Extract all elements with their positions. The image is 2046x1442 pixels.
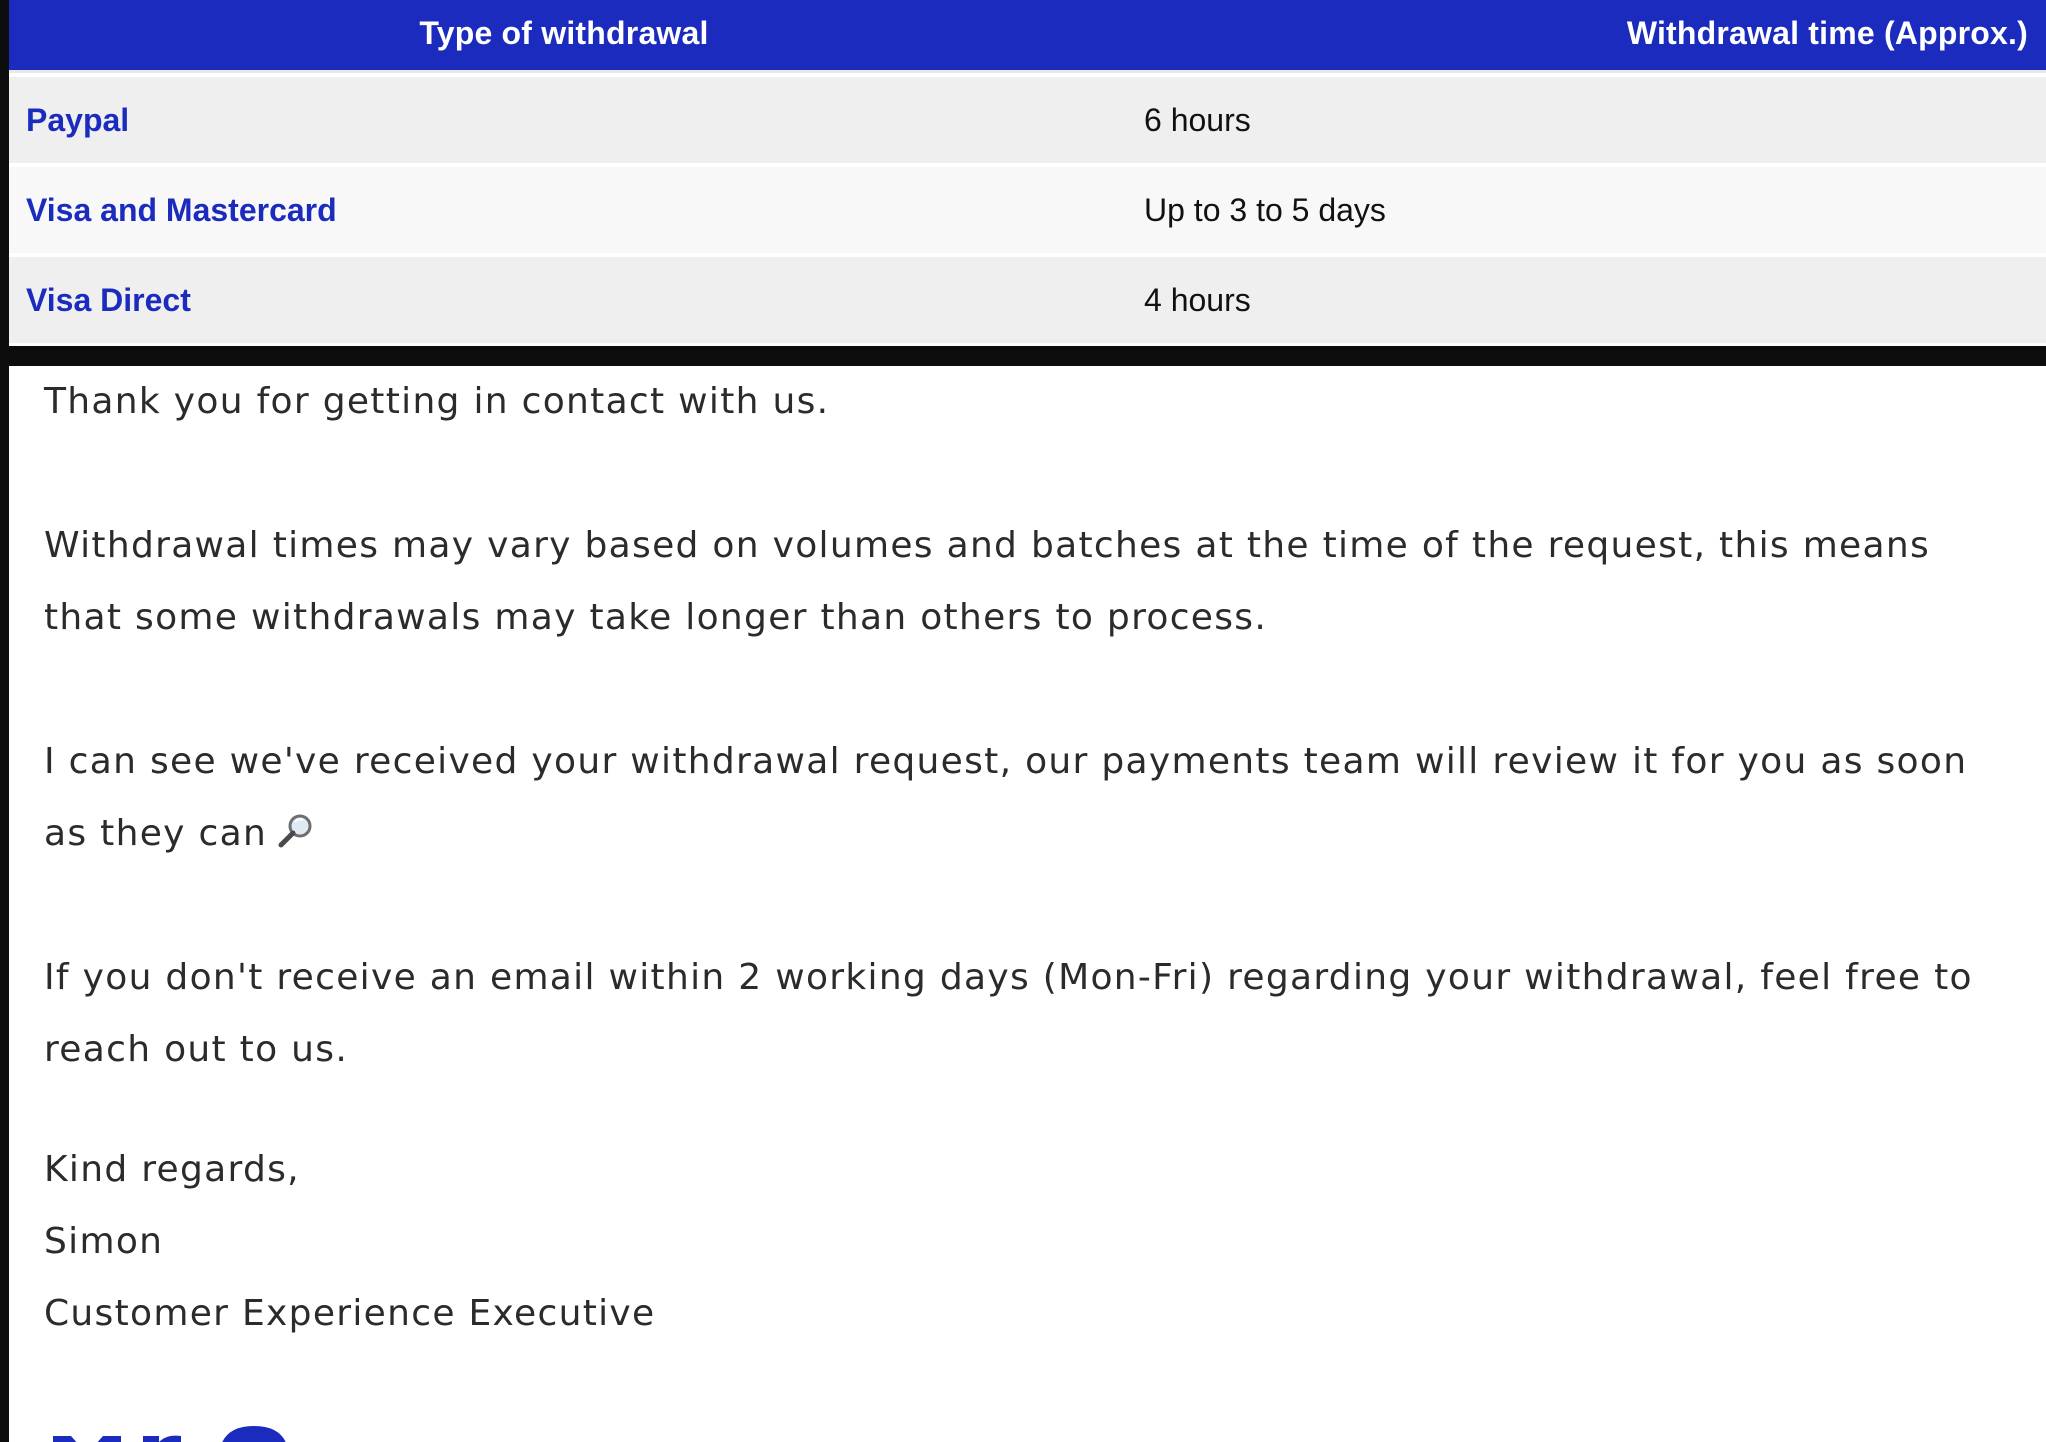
withdrawal-time-cell: Up to 3 to 5 days — [1144, 192, 1386, 228]
email-greeting: Thank you for getting in contact with us. — [44, 381, 830, 422]
table-row — [9, 77, 2046, 163]
table-header-row — [9, 0, 2046, 73]
payment-method-visa-mastercard[interactable]: Visa and Mastercard — [26, 192, 337, 228]
email-paragraph-variance: Withdrawal times may vary based on volumes and batches at the time of the request, this means that some withdrawals may take longer than others to process. — [44, 525, 1931, 638]
email-message-body — [9, 366, 2046, 1442]
payment-method-paypal[interactable]: Paypal — [26, 102, 130, 138]
withdrawal-times-table — [9, 0, 2046, 346]
email-signoff: Kind regards, — [44, 1149, 300, 1190]
magnifying-glass-icon — [275, 804, 315, 844]
email-sender-name: Simon — [44, 1221, 164, 1262]
column-header-time: Withdrawal time (Approx.) — [1626, 15, 2028, 51]
table-row — [9, 167, 2046, 253]
withdrawal-time-cell: 6 hours — [1144, 102, 1251, 138]
column-header-type: Type of withdrawal — [419, 15, 709, 51]
email-paragraph-contact: If you don't receive an email within 2 working days (Mon-Fri) regarding your withdrawal, feel free to reach out to us. — [44, 957, 1973, 1070]
table-row — [9, 257, 2046, 343]
email-sender-title: Customer Experience Executive — [44, 1293, 656, 1334]
payment-method-visa-direct[interactable]: Visa Direct — [26, 282, 191, 318]
brand-logo — [49, 1396, 339, 1442]
email-paragraph-review — [44, 726, 2004, 870]
withdrawal-time-cell: 4 hours — [1144, 282, 1251, 318]
email-review-text: I can see we've received your withdrawal request, our payments team will review it for you as soon as they can — [44, 741, 1968, 854]
